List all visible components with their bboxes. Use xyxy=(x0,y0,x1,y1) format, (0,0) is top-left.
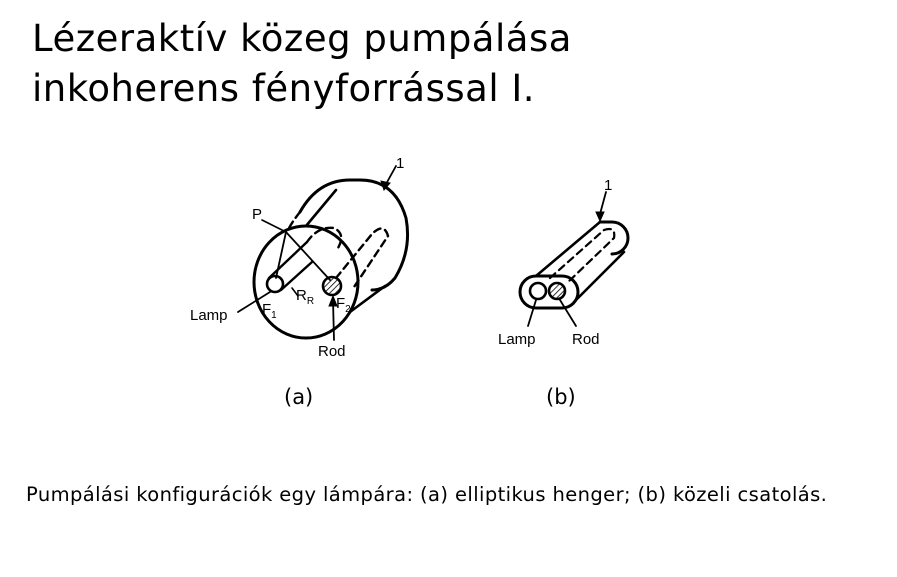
figure-b-labels xyxy=(498,177,612,348)
close-coupling-bottom-edge xyxy=(574,252,624,302)
rod-cross-section xyxy=(323,277,341,295)
figure-a-label: (a) xyxy=(284,385,314,409)
p-leader xyxy=(262,220,286,232)
lamp-cross-section-b xyxy=(530,283,546,299)
lamp-tube-bottom xyxy=(281,262,312,290)
rod-label-b: Rod xyxy=(572,331,600,348)
figure-a-labels xyxy=(190,155,404,360)
figure-b-label: (b) xyxy=(546,385,576,409)
callout-1-leader-b xyxy=(600,192,606,214)
ray-p-to-f1 xyxy=(276,232,286,278)
figure-caption: Pumpálási konfigurációk egy lámpára: (a) elliptikus henger; (b) közeli csatolás. xyxy=(26,483,828,506)
callout-1-label-b: 1 xyxy=(604,177,613,194)
title-line-1: Lézeraktív közeg pumpálása xyxy=(32,17,572,60)
lamp-leader-b xyxy=(528,300,536,326)
callout-p-label: P xyxy=(252,206,263,223)
rod-cross-section-b xyxy=(549,283,565,299)
callout-1-leader-a xyxy=(386,166,396,184)
rod-label-a: Rod xyxy=(318,343,346,360)
lamp-label-a: Lamp xyxy=(190,307,228,324)
rr-label: $R_R$ xyxy=(296,287,315,307)
cylinder-back-outline xyxy=(300,180,408,290)
close-coupling-top-edge xyxy=(536,222,600,276)
lamp-label-b: Lamp xyxy=(498,331,536,348)
rod-tube-hidden xyxy=(336,228,388,290)
callout-1-arrow-b xyxy=(596,212,604,221)
f1-label: $F_1$ xyxy=(262,301,277,321)
close-coupling-figure xyxy=(520,192,628,326)
title-line-2: inkoherens fényforrással I. xyxy=(32,67,536,110)
f2-label: $F_2$ xyxy=(336,295,351,315)
callout-1-label-a: 1 xyxy=(396,155,405,172)
